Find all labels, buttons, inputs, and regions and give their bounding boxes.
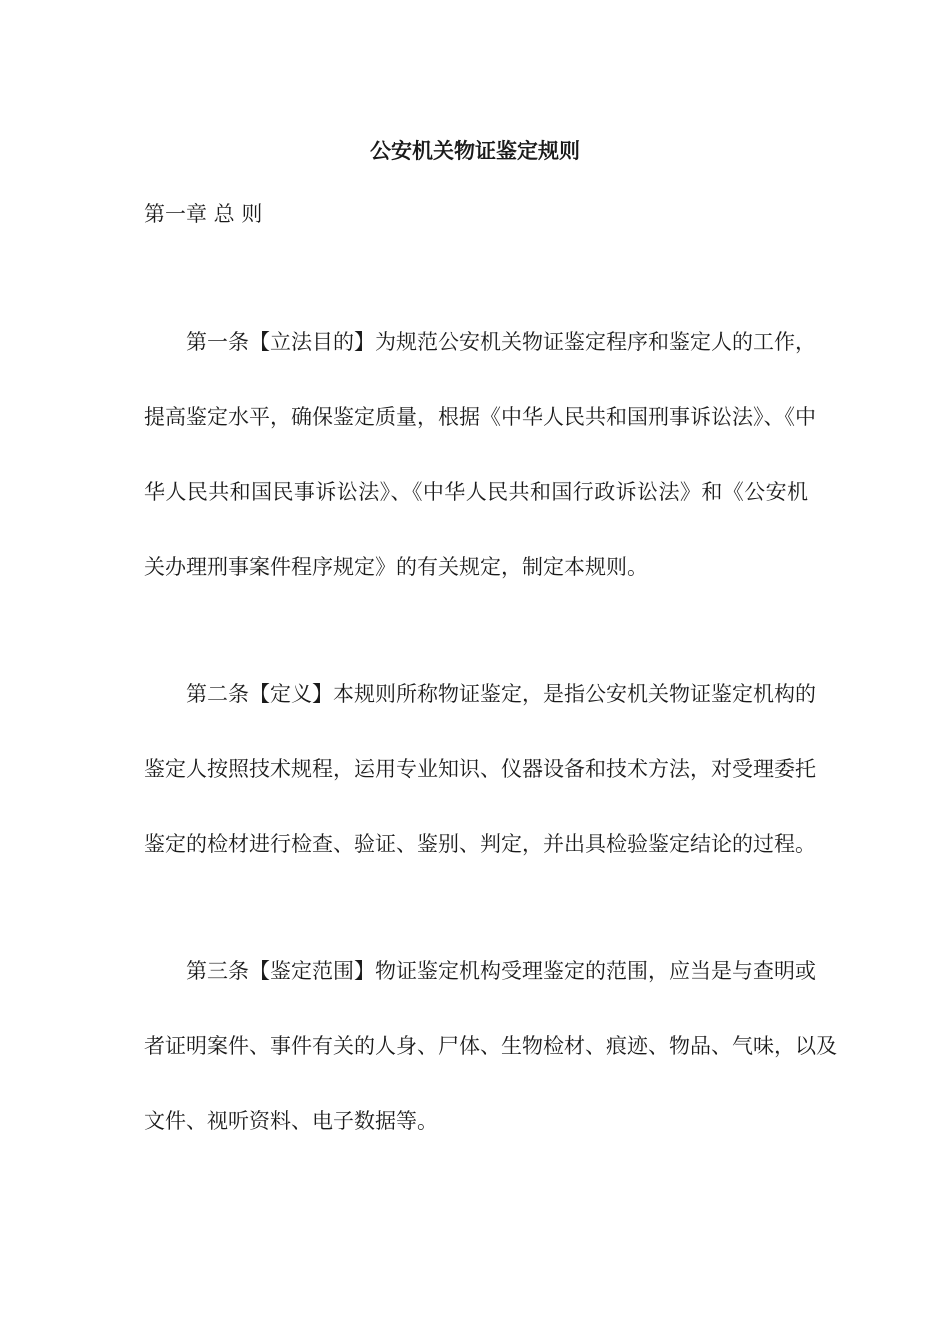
- paragraph-line: 华人民共和国民事诉讼法》、《中华人民共和国行政诉讼法》和《公安机: [144, 480, 808, 504]
- paragraph-line: 提高鉴定水平，确保鉴定质量，根据《中华人民共和国刑事诉讼法》、《中: [144, 405, 816, 429]
- paragraph-line: 第二条【定义】本规则所称物证鉴定，是指公安机关物证鉴定机构的: [186, 682, 816, 706]
- paragraph-line: 鉴定的检材进行检查、验证、鉴别、判定，并出具检验鉴定结论的过程。: [144, 832, 816, 856]
- document-title: 公安机关物证鉴定规则: [370, 139, 580, 163]
- paragraph-line: 鉴定人按照技术规程，运用专业知识、仪器设备和技术方法，对受理委托: [144, 757, 816, 781]
- paragraph-line: 者证明案件、事件有关的人身、尸体、生物检材、痕迹、物品、气味，以及: [144, 1034, 837, 1058]
- paragraph-line: 第一条【立法目的】为规范公安机关物证鉴定程序和鉴定人的工作，: [186, 330, 816, 354]
- article-paragraph: [144, 327, 816, 627]
- article-paragraph: [144, 956, 837, 1181]
- article-paragraph: [144, 679, 816, 904]
- chapter-heading: 第一章 总 则: [144, 202, 263, 226]
- paragraph-line: 第三条【鉴定范围】物证鉴定机构受理鉴定的范围，应当是与查明或: [186, 959, 816, 983]
- paragraph-line: 关办理刑事案件程序规定》的有关规定，制定本规则。: [144, 555, 648, 579]
- paragraph-line: 文件、视听资料、电子数据等。: [144, 1109, 438, 1133]
